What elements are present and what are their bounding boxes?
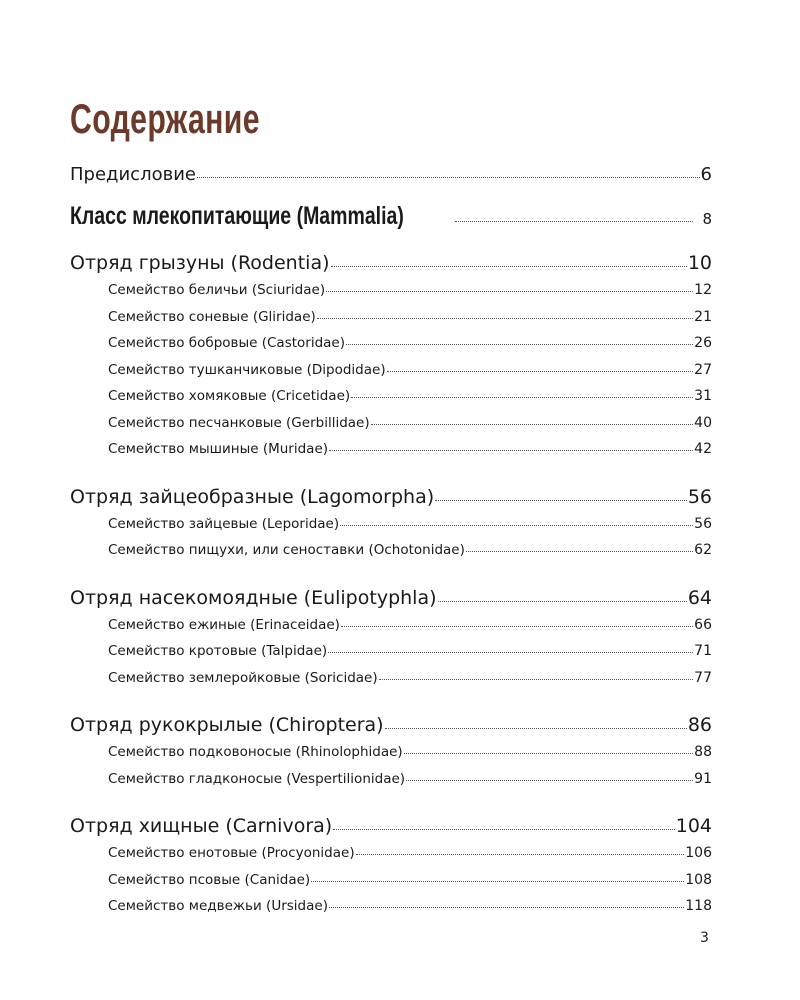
- toc-entry-family[interactable]: [70, 309, 712, 336]
- toc-family-label: Семейство енотовые (Procyonidae): [108, 845, 355, 861]
- toc-entry-family[interactable]: [70, 872, 712, 899]
- toc-entry-preface[interactable]: [70, 164, 712, 202]
- toc-entry-order[interactable]: [70, 815, 712, 845]
- toc-page-number: 42: [694, 441, 712, 457]
- toc-page-number: 12: [694, 282, 712, 298]
- toc-page-number: 108: [685, 871, 712, 888]
- dot-leader: [406, 780, 693, 781]
- toc-page-number: 91: [694, 770, 712, 787]
- toc-family-label: Семейство гладконосые (Vespertilionidae): [108, 770, 406, 787]
- page-title: Содержание: [70, 95, 260, 142]
- dot-leader: [329, 450, 693, 451]
- toc-entry-order[interactable]: [70, 714, 712, 744]
- dot-leader: [329, 907, 684, 908]
- dot-leader: [371, 424, 694, 425]
- toc-entry-family[interactable]: [70, 542, 712, 569]
- dot-leader: [385, 728, 687, 729]
- toc-entry-family[interactable]: [70, 441, 712, 468]
- toc-family-label: Семейство хомяковые (Cricetidae): [108, 388, 351, 404]
- dot-leader: [379, 679, 694, 680]
- toc-family-label: Семейство кротовые (Talpidae): [108, 643, 328, 659]
- toc-entry-family[interactable]: [70, 771, 712, 798]
- table-of-contents: [70, 164, 712, 925]
- toc-family-label: Семейство беличьи (Sciuridae): [108, 282, 326, 298]
- dot-leader: [435, 500, 687, 501]
- toc-page-number: 66: [694, 616, 712, 633]
- toc-entry-family[interactable]: [70, 415, 712, 442]
- toc-page-number: 26: [694, 335, 712, 351]
- toc-entry-family[interactable]: [70, 845, 712, 872]
- dot-leader: [328, 652, 693, 653]
- dot-leader: [387, 371, 694, 372]
- toc-family-label: Семейство медвежьи (Ursidae): [108, 898, 328, 914]
- toc-page-number: 106: [685, 845, 712, 861]
- dot-leader: [317, 318, 693, 319]
- dot-leader: [311, 881, 684, 882]
- toc-page-number: 56: [687, 485, 712, 508]
- toc-page-number: 40: [694, 414, 712, 431]
- toc-order-label: Отряд рукокрылые (Chiroptera): [70, 714, 384, 736]
- toc-page-number: 62: [694, 542, 712, 558]
- toc-page-number: 64: [687, 586, 712, 609]
- toc-entry-family[interactable]: [70, 388, 712, 415]
- dot-leader: [340, 525, 693, 526]
- toc-page-number: 6: [700, 164, 712, 185]
- toc-family-label: Семейство мышиные (Muridae): [108, 441, 329, 457]
- toc-page-number: 77: [694, 669, 712, 686]
- toc-order-label: Отряд насекомоядные (Eulipotyphla): [70, 586, 437, 609]
- dot-leader: [331, 266, 687, 267]
- toc-entry-class[interactable]: [70, 202, 712, 252]
- dot-leader: [466, 551, 693, 552]
- toc-page-number: 27: [694, 361, 712, 378]
- toc-page-number: 118: [685, 898, 712, 914]
- toc-entry-family[interactable]: [70, 335, 712, 362]
- toc-page-number: 8: [702, 210, 712, 228]
- toc-page-number: 88: [694, 744, 712, 760]
- toc-page-number: 21: [694, 308, 712, 325]
- toc-entry-family[interactable]: [70, 643, 712, 670]
- toc-page-number: 56: [694, 515, 712, 532]
- dot-leader: [351, 397, 693, 398]
- toc-order-label: Отряд хищные (Carnivora): [70, 815, 333, 837]
- dot-leader: [326, 291, 693, 292]
- toc-entry-family[interactable]: [70, 898, 712, 925]
- toc-page-number: 86: [687, 714, 712, 736]
- dot-leader: [341, 626, 693, 627]
- toc-page-number: 104: [675, 815, 712, 837]
- toc-entry-family[interactable]: [70, 744, 712, 771]
- toc-entry-family[interactable]: [70, 516, 712, 543]
- toc-family-label: Семейство бобровые (Castoridae): [108, 335, 346, 351]
- toc-family-label: Семейство подковоносые (Rhinolophidae): [108, 744, 403, 760]
- dot-leader: [404, 753, 693, 754]
- dot-leader: [197, 177, 700, 178]
- toc-order-label: Отряд грызуны (Rodentia): [70, 252, 330, 274]
- toc-family-label: Семейство соневые (Gliridae): [108, 308, 316, 325]
- toc-entry-order[interactable]: [70, 486, 712, 516]
- toc-page-number: 71: [694, 643, 712, 659]
- toc-family-label: Семейство пищухи, или сеноставки (Ochotonidae): [108, 542, 465, 558]
- toc-entry-label: Предисловие: [70, 164, 196, 185]
- toc-family-label: Семейство песчанковые (Gerbillidae): [108, 414, 370, 431]
- toc-entry-family[interactable]: [70, 670, 712, 697]
- toc-family-label: Семейство ежиные (Erinaceidae): [108, 616, 340, 633]
- toc-family-label: Семейство псовые (Canidae): [108, 871, 311, 888]
- toc-family-label: Семейство землеройковые (Soricidae): [108, 669, 378, 686]
- toc-page-number: 31: [694, 388, 712, 404]
- toc-entry-order[interactable]: [70, 252, 712, 282]
- toc-entry-family[interactable]: [70, 362, 712, 389]
- toc-family-label: Семейство тушканчиковые (Dipodidae): [108, 361, 386, 378]
- toc-class-label: Класс млекопитающие (Mammalia): [70, 202, 404, 230]
- toc-entry-family[interactable]: [70, 282, 712, 309]
- toc-entry-order[interactable]: [70, 587, 712, 617]
- toc-entry-family[interactable]: [70, 617, 712, 644]
- dot-leader: [356, 854, 685, 855]
- dot-leader: [455, 221, 693, 222]
- toc-page-number: 10: [687, 252, 712, 274]
- dot-leader: [346, 344, 693, 345]
- folio-page-number: 3: [700, 930, 709, 946]
- dot-leader: [333, 829, 675, 830]
- dot-leader: [438, 601, 687, 602]
- toc-orders: [70, 252, 712, 925]
- toc-family-label: Семейство зайцевые (Leporidae): [108, 515, 340, 532]
- toc-order-label: Отряд зайцеобразные (Lagomorpha): [70, 485, 435, 508]
